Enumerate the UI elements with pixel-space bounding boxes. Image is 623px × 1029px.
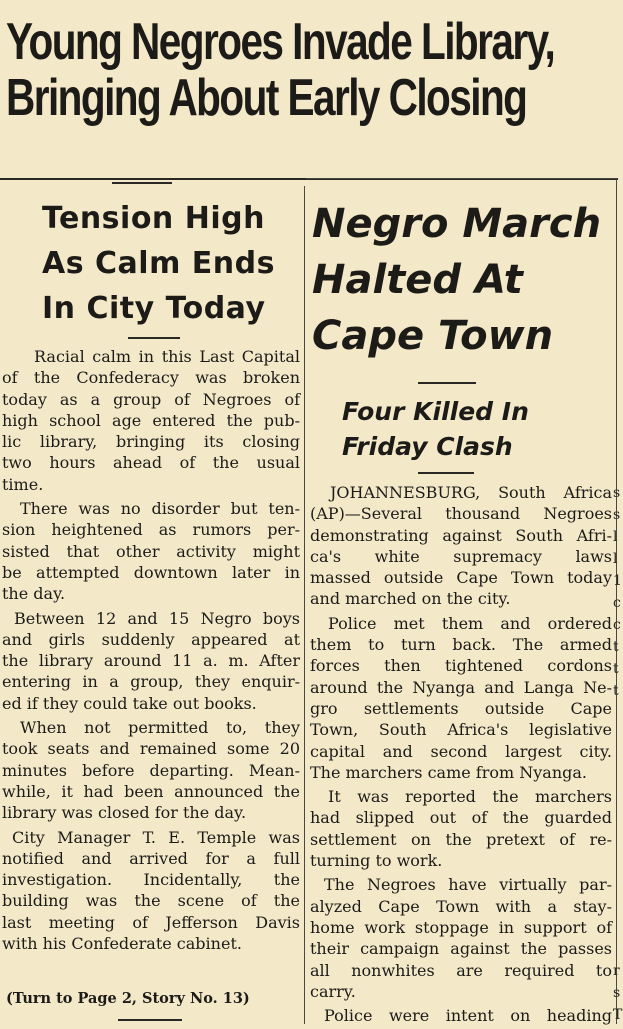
text-line: had slipped out of the guarded	[310, 808, 612, 828]
right-paragraph-1	[310, 482, 612, 610]
edge-letter: s	[613, 485, 621, 501]
right-headline-line: Halted At	[312, 257, 523, 303]
edge-letter: r	[613, 963, 620, 979]
text-line: Town, South Africa's legislative	[310, 720, 612, 740]
left-head-rule	[112, 182, 172, 184]
edge-letter: l	[613, 529, 618, 545]
text-line: There was no disorder but ten-	[20, 499, 300, 519]
edge-letter: t	[613, 661, 619, 677]
text-line: Between 12 and 15 Negro boys	[14, 608, 300, 628]
right-story-body	[310, 482, 612, 1029]
text-line: carry.	[310, 981, 356, 1001]
text-line: It was reported the marchers	[328, 787, 612, 807]
text-line: notified and arrived for a full	[2, 848, 300, 868]
text-line: settlement on the pretext of re-	[310, 829, 612, 849]
dateline-line: JOHANNESBURG, South Africa	[330, 483, 612, 502]
text-line: while, it had been announced the	[2, 781, 300, 801]
text-line: today as a group of Negroes of	[2, 389, 300, 409]
right-headline-line: Negro March	[312, 201, 602, 247]
text-line: their campaign against the passes	[310, 939, 612, 959]
text-line: two hours ahead of the usual	[2, 453, 300, 473]
edge-letter: c	[613, 595, 621, 611]
left-body-rule	[128, 337, 180, 339]
text-line: home work stoppage in support of	[310, 917, 612, 937]
edge-letter: s	[613, 985, 621, 1001]
text-line: took seats and remained some 20	[2, 739, 300, 759]
text-line: The marchers came from Nyanga.	[310, 762, 588, 782]
text-line: ca's white supremacy laws	[310, 546, 612, 566]
right-deck-line: Four Killed In	[342, 397, 529, 426]
right-headline	[312, 196, 617, 364]
text-line: time.	[2, 474, 44, 494]
text-line: massed outside Cape Town today	[310, 568, 612, 588]
text-line: demonstrating against South Afri-	[310, 525, 612, 545]
text-line: sisted that other activity might	[2, 541, 300, 561]
banner-headline	[6, 13, 555, 127]
text-line: capital and second largest city.	[310, 741, 612, 761]
text-line: the day.	[2, 584, 66, 604]
left-paragraph-1	[2, 346, 300, 495]
text-line: The Negroes have virtually par-	[324, 875, 612, 895]
jump-line: (Turn to Page 2, Story No. 13)	[6, 990, 250, 1007]
edge-letter: t	[613, 683, 619, 699]
edge-letter: s	[613, 507, 621, 523]
column-divider	[304, 186, 305, 1024]
right-deck-rule	[418, 382, 476, 384]
text-line: sion heightened as rumors per-	[2, 520, 300, 540]
text-line: high school age entered the pub-	[2, 410, 300, 430]
text-line: alyzed Cape Town with a stay-	[310, 896, 612, 916]
left-headline	[42, 196, 304, 331]
right-deck	[342, 394, 582, 464]
text-line: When not permitted to, they	[20, 718, 300, 738]
text-line: investigation. Incidentally, the	[2, 870, 300, 890]
text-line: all nonwhites are required to	[310, 960, 612, 980]
text-line: building was the scene of the	[2, 891, 300, 911]
left-paragraph-4	[2, 717, 300, 823]
right-deck-line: Friday Clash	[342, 432, 513, 461]
text-line: and girls suddenly appeared at	[2, 629, 300, 649]
text-line: Police met them and ordered	[328, 613, 612, 633]
edge-letter: 1	[613, 573, 622, 589]
left-story-body	[2, 346, 300, 957]
left-headline-line: In City Today	[42, 291, 266, 326]
left-headline-line: As Calm Ends	[42, 246, 275, 281]
text-line: with his Confederate cabinet.	[2, 934, 242, 954]
text-line: Police were intent on heading	[324, 1006, 612, 1026]
text-line: entering in a group, they enquir-	[2, 672, 300, 692]
left-paragraph-3	[2, 608, 300, 714]
text-line: gro settlements outside Cape	[310, 698, 612, 718]
text-line: the library around 11 a. m. After	[2, 651, 300, 671]
text-line: them to turn back. The armed	[310, 635, 612, 655]
left-paragraph-5	[2, 827, 300, 955]
text-line: forces then tightened cordons	[310, 656, 612, 676]
edge-letter: T	[613, 1007, 623, 1023]
left-foot-rule	[118, 1019, 182, 1021]
text-line: around the Nyanga and Langa Ne-	[310, 677, 612, 697]
right-paragraph-4	[310, 874, 612, 1002]
edge-letter: l	[613, 551, 618, 567]
text-line: minutes before departing. Mean-	[2, 760, 300, 780]
right-column-top-rule	[306, 178, 617, 179]
left-paragraph-2	[2, 498, 300, 604]
text-line: (AP)—Several thousand Negroes	[310, 504, 612, 524]
adjacent-column-fragment	[613, 482, 623, 702]
left-headline-line: Tension High	[42, 201, 265, 236]
banner-line-1: Young Negroes Invade Library,	[6, 13, 555, 71]
adjacent-column-fragment-lower	[613, 960, 623, 1026]
text-line: library was closed for the day.	[2, 803, 247, 823]
text-line: be attempted downtown later in	[2, 562, 300, 582]
text-line: Racial calm in this Last Capital	[34, 347, 300, 366]
right-body-rule	[418, 472, 474, 474]
edge-letter: c	[613, 617, 621, 633]
right-paragraph-2	[310, 613, 612, 783]
banner-line-2: Bringing About Early Closing	[6, 69, 527, 127]
right-headline-line: Cape Town	[312, 313, 554, 359]
right-paragraph-5	[310, 1005, 612, 1026]
text-line: lic library, bringing its closing	[2, 432, 300, 452]
right-paragraph-3	[310, 786, 612, 871]
text-line: ed if they could take out books.	[2, 693, 257, 713]
text-line: and marched on the city.	[310, 589, 511, 609]
text-line: City Manager T. E. Temple was	[12, 827, 300, 847]
text-line: turning to work.	[310, 851, 443, 871]
text-line: of the Confederacy was broken	[2, 368, 300, 388]
text-line: last meeting of Jefferson Davis	[2, 912, 300, 932]
edge-letter: t	[613, 639, 619, 655]
